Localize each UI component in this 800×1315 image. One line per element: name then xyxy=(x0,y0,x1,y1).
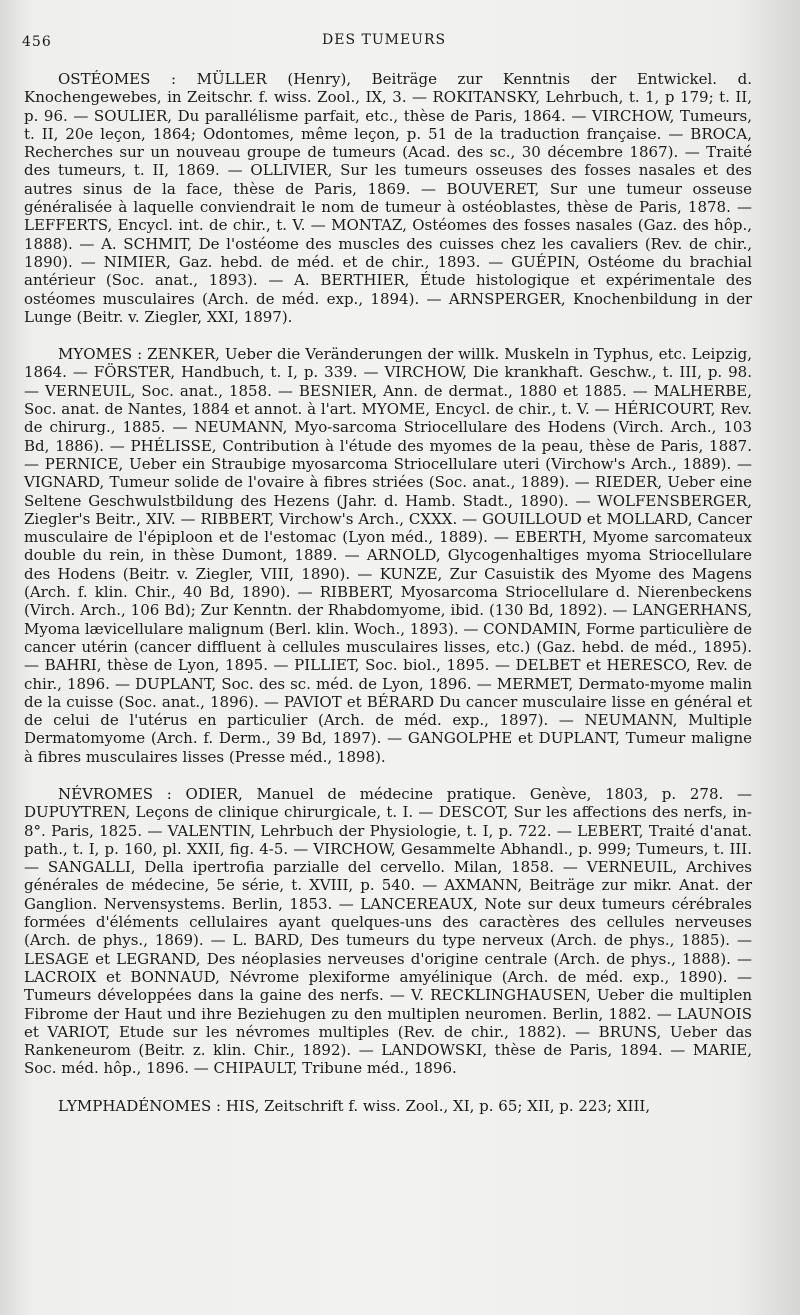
paragraph-lymphadenomes: LYMPHADÉNOMES : HIS, Zeitschrift f. wiss. Zool., XI, p. 65; XII, p. 223; XIII, xyxy=(58,1096,651,1115)
paragraph-osteomes: OSTÉOMES : MÜLLER (Henry), Beiträge zur Kenntnis der Entwickel. d. Knochengewebes, in Zeitschr. f. wiss. Zool., IX, 3. — ROKITANSKY, Lehrbuch, t. 1, p 179; t. II, p. 96. — SOULIER, Du parallélisme parfait, etc., thèse de Paris, 1864. — VIRCHOW, Tumeurs, t. II, 20e leçon, 1864; Odontomes, même leçon, p. 51 de la traduction française. — BROCA, Recherches sur un nouveau groupe de tumeurs (Acad. des sc., 30 décembre 1867). — Traité des tumeurs, t. II, 1869. — OLLIVIER, Sur les tumeurs osseuses des fosses nasales et des autres sinus de la face, thèse de Paris, 1869. — BOUVERET, Sur une tumeur osseuse généralisée à laquelle conviendrait le nom de tumeur à ostéoblastes, thèse de Paris, 1878. — LEFFERTS, Encycl. int. de chir., t. V. — MONTAZ, Ostéomes des fosses nasales (Gaz. des hôp., 1888). — A. SCHMIT, De l'ostéome des muscles des cuisses chez les cavaliers (Rev. de chir., 1890). — NIMIER, Gaz. hebd. de méd. et de chir., 1893. — GUÉPIN, Ostéome du brachial antérieur (Soc. anat., 1893). — A. BERTHIER, Étude histologique et expérimentale des ostéomes musculaires (Arch. de méd. exp., 1894). — ARNSPERGER, Knochenbildung in der Lunge (Beitr. v. Ziegler, XXI, 1897). xyxy=(24,70,752,326)
running-head xyxy=(22,30,760,52)
paragraph-myomes: MYOMES : ZENKER, Ueber die Veränderungen der willk. Muskeln in Typhus, etc. Leipzig, 1864. — FÖRSTER, Handbuch, t. I, p. 339. — VIRCHOW, Die krankhaft. Geschw., t. III, p. 98. — VERNEUIL, Soc. anat., 1858. — BESNIER, Ann. de dermat., 1880 et 1885. — MALHERBE, Soc. anat. de Nantes, 1884 et annot. à l'art. MYOME, Encycl. de chir., t. V. — HÉRICOURT, Rev. de chirurg., 1885. — NEUMANN, Myo-sarcoma Striocellulare des Hodens (Virch. Arch., 103 Bd, 1886). — PHÉLISSE, Contribution à l'étude des myomes de la peau, thèse de Paris, 1887. — PERNICE, Ueber ein Straubige myosarcoma Striocellulare uteri (Virchow's Arch., 1889). — VIGNARD, Tumeur solide de l'ovaire à fibres striées (Soc. anat., 1889). — RIEDER, Ueber eine Seltene Geschwulstbildung des Hezens (Jahr. d. Hamb. Stadt., 1890). — WOLFENSBERGER, Ziegler's Beitr., XIV. — RIBBERT, Virchow's Arch., CXXX. — GOUILLOUD et MOLLARD, Cancer musculaire de l'épiploon et de l'estomac (Lyon méd., 1889). — EBERTH, Myome sarcomateux double du rein, in thèse Dumont, 1889. — ARNOLD, Glycogenhaltiges myoma Striocellulare des Hodens (Beitr. v. Ziegler, VIII, 1890). — KUNZE, Zur Casuistik des Myome des Magens (Arch. f. klin. Chir., 40 Bd, 1890). — RIBBERT, Myosarcoma Striocellulare d. Nierenbeckens (Virch. Arch., 106 Bd); Zur Kenntn. der Rhabdomyome, ibid. (130 Bd, 1892). — LANGERHANS, Myoma lævicellulare malignum (Berl. klin. Woch., 1893). — CONDAMIN, Forme particulière de cancer utérin (cancer diffluent à cellules musculaires lisses, etc.) (Gaz. hebd. de méd., 1895). — BAHRI, thèse de Lyon, 1895. — PILLIET, Soc. biol., 1895. — DELBET et HERESCO, Rev. de chir., 1896. — DUPLANT, Soc. des sc. méd. de Lyon, 1896. — MERMET, Dermato-myome malin de la cuisse (Soc. anat., 1896). — PAVIOT et BÉRARD Du cancer musculaire lisse en général et de celui de l'utérus en particulier (Arch. de méd. exp., 1897). — NEUMANN, Multiple Dermatomyome (Arch. f. Derm., 39 Bd, 1897). — GANGOLPHE et DUPLANT, Tumeur maligne à fibres musculaires lisses (Presse méd., 1898). xyxy=(24,345,752,766)
paragraph-nevromes: NÉVROMES : ODIER, Manuel de médecine pratique. Genève, 1803, p. 278. — DUPUYTREN, Leçons de clinique chirurgicale, t. I. — DESCOT, Sur les affections des nerfs, in-8°. Paris, 1825. — VALENTIN, Lehrbuch der Physiologie, t. I, p. 722. — LEBERT, Traité d'anat. path., t. I, p. 160, pl. XXII, fig. 4-5. — VIRCHOW, Gesammelte Abhandl., p. 999; Tumeurs, t. III. — SANGALLI, Della ipertrofia parzialle del cervello. Milan, 1858. — VERNEUIL, Archives générales de médecine, 5e série, t. XVIII, p. 540. — AXMANN, Beiträge zur mikr. Anat. der Ganglion. Nervensystems. Berlin, 1853. — LANCEREAUX, Note sur deux tumeurs cérébrales formées d'éléments cellulaires ayant quelques-uns des caractères des cellules nerveuses (Arch. de phys., 1869). — L. BARD, Des tumeurs du type nerveux (Arch. de phys., 1885). — LESAGE et LEGRAND, Des néoplasies nerveuses d'origine centrale (Arch. de phys., 1888). — LACROIX et BONNAUD, Névrome plexiforme amyélinique (Arch. de méd. exp., 1890). — Tumeurs développées dans la gaine des nerfs. — V. RECKLINGHAUSEN, Ueber die multiplen Fibrome der Haut und ihre Beziehugen zu den multiplen neuromen. Berlin, 1882. — LAUNOIS et VARIOT, Etude sur les névromes multiples (Rev. de chir., 1882). — BRUNS, Ueber das Rankeneurom (Beitr. z. klin. Chir., 1892). — LANDOWSKI, thèse de Paris, 1894. — MARIE, Soc. méd. hôp., 1896. — CHIPAULT, Tribune méd., 1896. xyxy=(24,784,752,1078)
bibliography-body xyxy=(24,70,752,1115)
page-number: 456 xyxy=(22,34,52,50)
running-title: DES TUMEURS xyxy=(322,32,447,48)
